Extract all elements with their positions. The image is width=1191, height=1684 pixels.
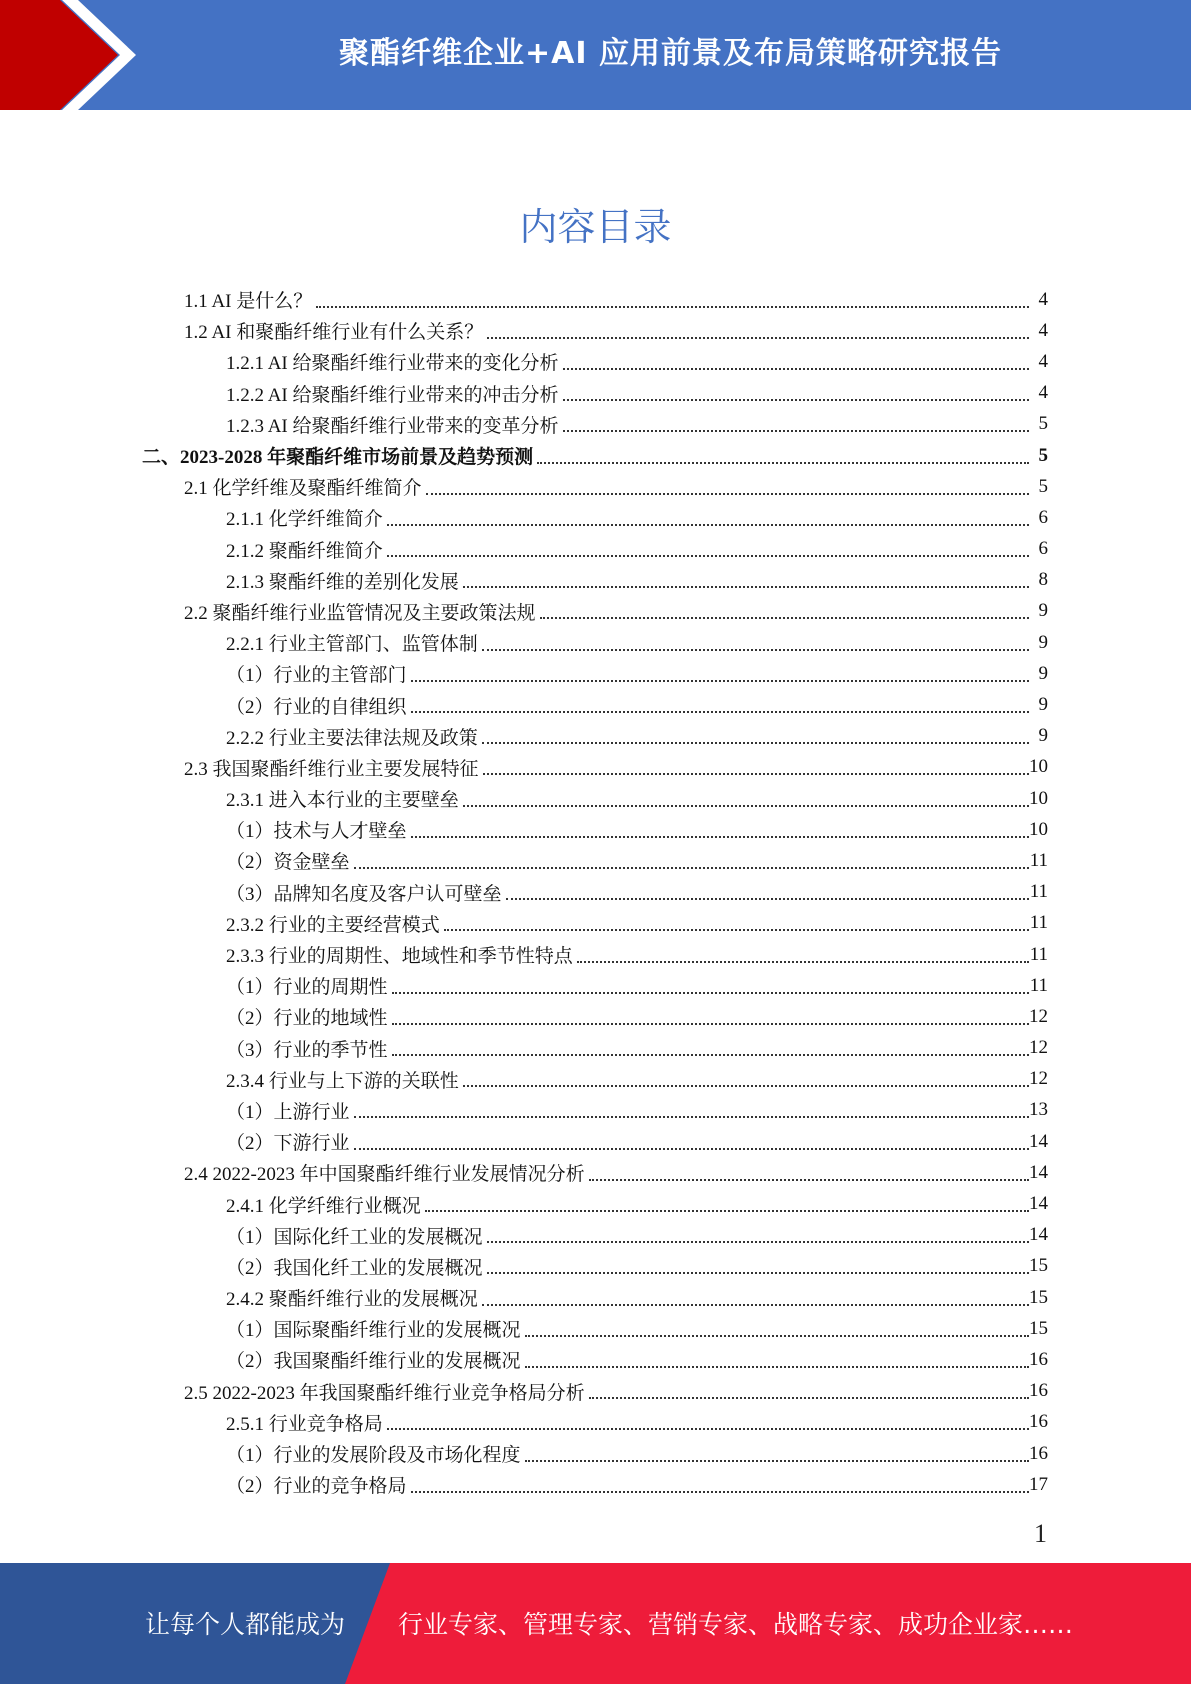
toc-entry[interactable] — [0, 284, 1191, 315]
toc-entry-page: 4 — [1038, 319, 1048, 341]
toc-entry[interactable] — [0, 658, 1191, 689]
toc-entry-label: （1）行业的发展阶段及市场化程度 — [226, 1445, 521, 1467]
toc-entry-label: （2）我国化纤工业的发展概况 — [226, 1257, 483, 1279]
toc-entry-page: 8 — [1038, 569, 1048, 591]
toc-entry-page: 16 — [1029, 1411, 1048, 1433]
toc-entry[interactable] — [0, 1095, 1191, 1126]
toc-entry-label: （1）国际化纤工业的发展概况 — [226, 1226, 483, 1248]
toc-entry-label: （2）资金壁垒 — [226, 852, 350, 874]
toc-entry-label: 2.1.2 聚酯纤维简介 — [226, 540, 383, 562]
toc-entry[interactable] — [0, 1033, 1191, 1064]
toc-entry[interactable] — [0, 1344, 1191, 1375]
toc-entry[interactable] — [0, 721, 1191, 752]
toc-entry-label: 1.2.2 AI 给聚酯纤维行业带来的冲击分析 — [226, 384, 559, 406]
toc-leader-dots — [563, 399, 1029, 401]
toc-entry-label: 2.4.1 化学纤维行业概况 — [226, 1195, 421, 1217]
toc-entry-page: 10 — [1029, 818, 1048, 840]
toc-entry-label: （1）行业的周期性 — [226, 977, 388, 999]
toc-entry-page: 11 — [1029, 943, 1048, 965]
toc-entry-label: 2.3.4 行业与上下游的关联性 — [226, 1070, 459, 1092]
toc-leader-dots — [316, 306, 1029, 308]
toc-entry-page: 13 — [1029, 1099, 1048, 1121]
toc-entry[interactable] — [0, 596, 1191, 627]
toc-entry[interactable] — [0, 1157, 1191, 1188]
toc-entry-page: 14 — [1029, 1193, 1048, 1215]
header-corner-arrow — [0, 0, 145, 110]
toc-leader-dots — [387, 555, 1029, 557]
toc-entry-page: 5 — [1038, 444, 1048, 466]
toc-entry-page: 11 — [1029, 881, 1048, 903]
toc-leader-dots — [426, 493, 1029, 495]
toc-entry-label: （2）行业的竞争格局 — [226, 1476, 407, 1498]
toc-leader-dots — [482, 742, 1029, 744]
toc-entry-label: 2.1.3 聚酯纤维的差别化发展 — [226, 571, 459, 593]
toc-leader-dots — [537, 462, 1029, 464]
toc-entry[interactable] — [0, 1126, 1191, 1157]
toc-leader-dots — [411, 836, 1029, 838]
toc-entry[interactable] — [0, 346, 1191, 377]
toc-entry-label: 2.2 聚酯纤维行业监管情况及主要政策法规 — [184, 602, 536, 624]
toc-leader-dots — [392, 1054, 1029, 1056]
toc-entry-label: （2）我国聚酯纤维行业的发展概况 — [226, 1351, 521, 1373]
toc-leader-dots — [392, 1023, 1029, 1025]
toc-leader-dots — [411, 680, 1029, 682]
toc-entry-label: 2.3.1 进入本行业的主要壁垒 — [226, 790, 459, 812]
toc-entry-page: 15 — [1029, 1317, 1048, 1339]
toc-entry-label: 1.2.1 AI 给聚酯纤维行业带来的变化分析 — [226, 353, 559, 375]
toc-entry-label: （1）上游行业 — [226, 1101, 350, 1123]
toc-entry[interactable] — [0, 378, 1191, 409]
toc-leader-dots — [387, 1428, 1029, 1430]
toc-entry-page: 17 — [1029, 1473, 1048, 1495]
toc-entry-page: 15 — [1029, 1286, 1048, 1308]
toc-entry[interactable] — [0, 627, 1191, 658]
toc-leader-dots — [444, 929, 1029, 931]
toc-entry-label: 二、2023-2028 年聚酯纤维市场前景及趋势预测 — [142, 447, 534, 469]
toc-entry-label: （1）技术与人才壁垒 — [226, 821, 407, 843]
toc-entry[interactable] — [0, 1001, 1191, 1032]
toc-leader-dots — [354, 1116, 1029, 1118]
toc-entry[interactable] — [0, 534, 1191, 565]
toc-entry[interactable] — [0, 1064, 1191, 1095]
toc-leader-dots — [525, 1366, 1029, 1368]
toc-leader-dots — [463, 805, 1029, 807]
toc-entry-label: 1.1 AI 是什么？ — [184, 291, 313, 313]
toc-entry-label: （3）品牌知名度及客户认可壁垒 — [226, 883, 502, 905]
toc-entry[interactable] — [0, 752, 1191, 783]
toc-entry[interactable] — [0, 1220, 1191, 1251]
toc-entry-page: 4 — [1038, 350, 1048, 372]
toc-entry-label: 2.1 化学纤维及聚酯纤维简介 — [184, 478, 422, 500]
toc-leader-dots — [525, 1460, 1029, 1462]
toc-entry-label: 2.1.1 化学纤维简介 — [226, 509, 383, 531]
toc-entry-page: 11 — [1029, 974, 1048, 996]
toc-entry[interactable] — [0, 1469, 1191, 1500]
toc-entry-page: 5 — [1038, 413, 1048, 435]
toc-entry-label: 2.2.1 行业主管部门、监管体制 — [226, 634, 478, 656]
toc-entry[interactable] — [0, 1282, 1191, 1313]
toc-entry-label: 2.5.1 行业竞争格局 — [226, 1413, 383, 1435]
footer-slogan-right: 行业专家、管理专家、营销专家、战略专家、成功企业家…… — [398, 1610, 1074, 1639]
toc-entry-page: 14 — [1029, 1224, 1048, 1246]
toc-entry-page: 9 — [1038, 662, 1048, 684]
toc-entry-label: （1）国际聚酯纤维行业的发展概况 — [226, 1320, 521, 1342]
toc-entry-page: 16 — [1029, 1348, 1048, 1370]
toc-leader-dots — [577, 961, 1029, 963]
toc-leader-dots — [589, 1179, 1029, 1181]
toc-entry-page: 11 — [1029, 912, 1048, 934]
toc-leader-dots — [354, 867, 1029, 869]
toc-leader-dots — [482, 649, 1029, 651]
page-number: 1 — [1034, 1519, 1047, 1548]
toc-entry-label: 2.3.2 行业的主要经营模式 — [226, 914, 440, 936]
toc-entry-label: 1.2 AI 和聚酯纤维行业有什么关系？ — [184, 322, 484, 344]
report-title: 聚酯纤维企业+AI 应用前景及布局策略研究报告 — [339, 36, 1002, 71]
toc-leader-dots — [463, 1085, 1029, 1087]
toc-entry-page: 5 — [1038, 475, 1048, 497]
toc-entry-label: （2）行业的地域性 — [226, 1008, 388, 1030]
toc-entry[interactable] — [0, 1376, 1191, 1407]
toc-entry[interactable] — [0, 877, 1191, 908]
toc-entry-page: 15 — [1029, 1255, 1048, 1277]
toc-entry-page: 6 — [1038, 538, 1048, 560]
toc-entry[interactable] — [0, 471, 1191, 502]
toc-leader-dots — [589, 1397, 1029, 1399]
toc-entry-page: 14 — [1029, 1161, 1048, 1183]
toc-entry-page: 16 — [1029, 1442, 1048, 1464]
toc-entry-label: 1.2.3 AI 给聚酯纤维行业带来的变革分析 — [226, 415, 559, 437]
toc-entry-label: （3）行业的季节性 — [226, 1039, 388, 1061]
report-header — [0, 0, 1191, 110]
toc-entry[interactable] — [0, 1188, 1191, 1219]
toc-entry-label: 2.3 我国聚酯纤维行业主要发展特征 — [184, 758, 479, 780]
toc-entry[interactable] — [0, 565, 1191, 596]
toc-entry-page: 12 — [1029, 1068, 1048, 1090]
toc-entry[interactable] — [0, 814, 1191, 845]
toc-leader-dots — [563, 430, 1029, 432]
toc-leader-dots — [411, 711, 1029, 713]
toc-leader-dots — [463, 586, 1029, 588]
toc-entry[interactable] — [0, 1438, 1191, 1469]
toc-entry-page: 9 — [1038, 600, 1048, 622]
toc-entry[interactable] — [0, 440, 1191, 471]
toc-entry[interactable] — [0, 502, 1191, 533]
toc-entry-label: （1）行业的主管部门 — [226, 665, 407, 687]
toc-entry[interactable] — [0, 315, 1191, 346]
toc-entry[interactable] — [0, 783, 1191, 814]
footer-slogan-left: 让每个人都能成为 — [145, 1610, 346, 1639]
toc-leader-dots — [482, 1304, 1029, 1306]
toc-entry[interactable] — [0, 970, 1191, 1001]
toc-entry-page: 12 — [1029, 1005, 1048, 1027]
toc-leader-dots — [487, 337, 1029, 339]
toc-entry[interactable] — [0, 939, 1191, 970]
toc-entry-page: 10 — [1029, 787, 1048, 809]
toc-heading: 内容目录 — [519, 205, 672, 249]
toc-leader-dots — [411, 1491, 1029, 1493]
toc-entry-label: 2.4 2022-2023 年中国聚酯纤维行业发展情况分析 — [184, 1164, 585, 1186]
toc-entry-page: 9 — [1038, 631, 1048, 653]
toc-entry-label: （2）下游行业 — [226, 1133, 350, 1155]
toc-entry-page: 16 — [1029, 1380, 1048, 1402]
toc-entry[interactable] — [0, 409, 1191, 440]
toc-leader-dots — [425, 1210, 1029, 1212]
toc-entry-page: 12 — [1029, 1037, 1048, 1059]
toc-entry-page: 14 — [1029, 1130, 1048, 1152]
toc-leader-dots — [525, 1335, 1029, 1337]
toc-entry-label: 2.4.2 聚酯纤维行业的发展概况 — [226, 1289, 478, 1311]
toc-list — [0, 284, 1191, 1500]
toc-entry[interactable] — [0, 1313, 1191, 1344]
toc-entry-page: 4 — [1038, 382, 1048, 404]
toc-entry[interactable] — [0, 1251, 1191, 1282]
toc-entry-label: 2.5 2022-2023 年我国聚酯纤维行业竞争格局分析 — [184, 1382, 585, 1404]
toc-entry-page: 9 — [1038, 725, 1048, 747]
toc-leader-dots — [483, 773, 1029, 775]
toc-entry-page: 9 — [1038, 694, 1048, 716]
toc-leader-dots — [387, 524, 1029, 526]
toc-entry-page: 4 — [1038, 288, 1048, 310]
toc-leader-dots — [354, 1148, 1029, 1150]
toc-leader-dots — [487, 1241, 1029, 1243]
toc-entry-label: （2）行业的自律组织 — [226, 696, 407, 718]
toc-entry-page: 10 — [1029, 756, 1048, 778]
toc-entry[interactable] — [0, 689, 1191, 720]
toc-leader-dots — [540, 617, 1029, 619]
report-footer — [0, 1563, 1191, 1684]
toc-entry[interactable] — [0, 908, 1191, 939]
toc-leader-dots — [487, 1272, 1029, 1274]
toc-leader-dots — [506, 898, 1029, 900]
toc-entry-label: 2.2.2 行业主要法律法规及政策 — [226, 727, 478, 749]
toc-entry-label: 2.3.3 行业的周期性、地域性和季节性特点 — [226, 946, 573, 968]
toc-entry[interactable] — [0, 845, 1191, 876]
toc-entry[interactable] — [0, 1407, 1191, 1438]
toc-entry-page: 11 — [1029, 849, 1048, 871]
toc-leader-dots — [392, 992, 1029, 994]
toc-entry-page: 6 — [1038, 506, 1048, 528]
toc-leader-dots — [563, 368, 1029, 370]
